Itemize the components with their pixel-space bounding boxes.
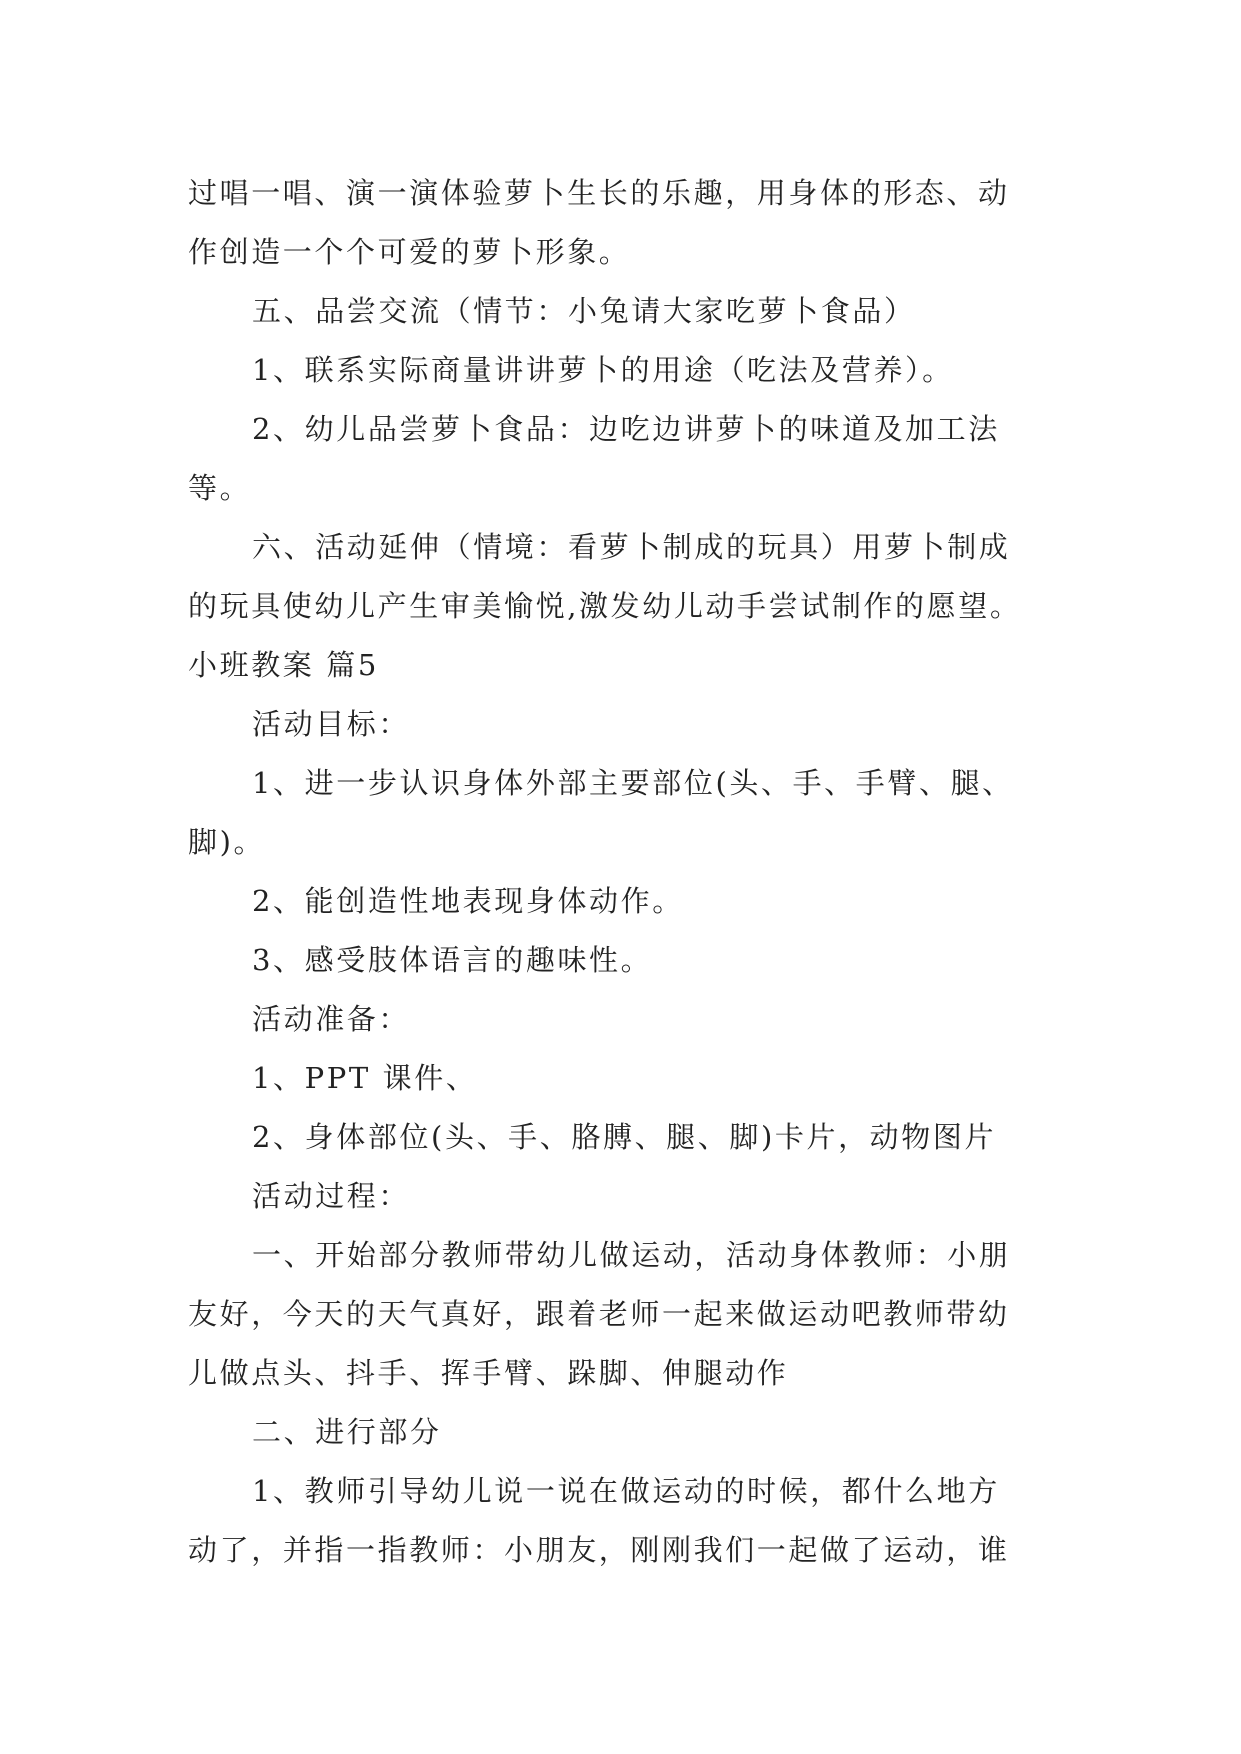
paragraph-line: 动了，并指一指教师：小朋友，刚刚我们一起做了运动，谁 xyxy=(188,1533,1010,1567)
list-item: 2、幼儿品尝萝卜食品：边吃边讲萝卜的味道及加工法 xyxy=(252,412,1000,446)
paragraph-line: 友好，今天的天气真好，跟着老师一起来做运动吧教师带幼 xyxy=(188,1297,1010,1331)
list-item: 1、教师引导幼儿说一说在做运动的时候，都什么地方 xyxy=(252,1474,1000,1508)
list-item: 1、PPT 课件、 xyxy=(252,1061,478,1095)
list-item: 2、能创造性地表现身体动作。 xyxy=(252,884,684,918)
list-item: 1、联系实际商量讲讲萝卜的用途（吃法及营养）。 xyxy=(252,353,954,387)
section-heading: 活动准备： xyxy=(252,1002,411,1036)
section-heading: 二、进行部分 xyxy=(252,1415,442,1449)
paragraph-line: 等。 xyxy=(188,471,252,505)
paragraph-line: 脚)。 xyxy=(188,825,266,859)
list-item: 1、进一步认识身体外部主要部位(头、手、手臂、腿、 xyxy=(252,766,1014,800)
lesson-title: 小班教案 篇5 xyxy=(188,648,379,682)
paragraph-line: 儿做点头、抖手、挥手臂、跺脚、伸腿动作 xyxy=(188,1356,789,1390)
section-heading: 六、活动延伸（情境：看萝卜制成的玩具）用萝卜制成 xyxy=(252,530,1011,564)
paragraph-line: 作创造一个个可爱的萝卜形象。 xyxy=(188,235,631,269)
list-item: 3、感受肢体语言的趣味性。 xyxy=(252,943,653,977)
paragraph-line: 过唱一唱、演一演体验萝卜生长的乐趣，用身体的形态、动 xyxy=(188,176,1010,210)
paragraph-line: 的玩具使幼儿产生审美愉悦,激发幼儿动手尝试制作的愿望。 xyxy=(188,589,1022,623)
list-item: 2、身体部位(头、手、胳膊、腿、脚)卡片，动物图片 xyxy=(252,1120,997,1154)
document-body xyxy=(188,164,1068,1580)
section-heading: 五、品尝交流（情节：小兔请大家吃萝卜食品） xyxy=(252,294,916,328)
section-heading: 活动目标： xyxy=(252,707,411,741)
section-heading: 活动过程： xyxy=(252,1179,411,1213)
section-heading: 一、开始部分教师带幼儿做运动，活动身体教师：小朋 xyxy=(252,1238,1011,1272)
